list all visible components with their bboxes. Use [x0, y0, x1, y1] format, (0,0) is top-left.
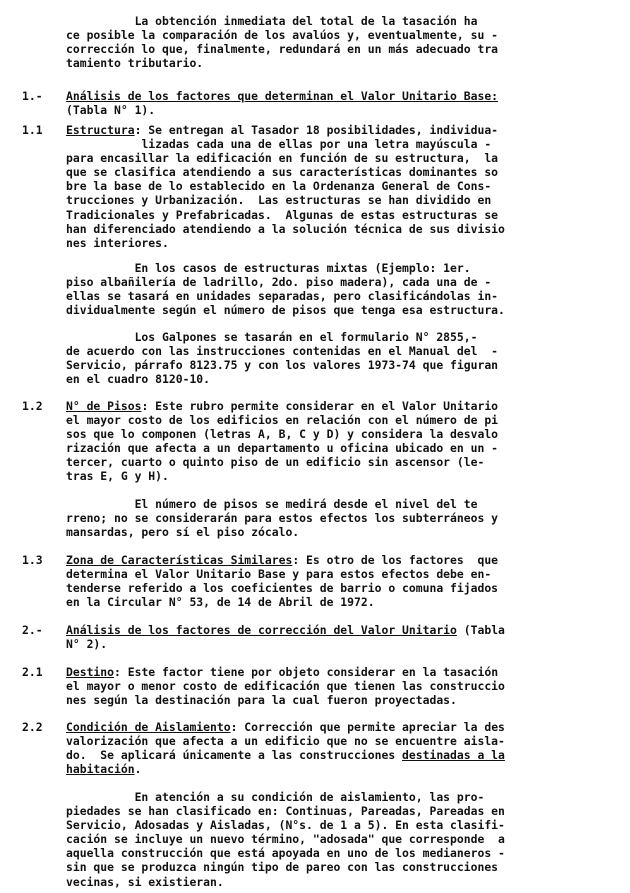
section-1-1-number: 1.1: [22, 123, 43, 137]
section-1-text: (Tabla N° 1).: [66, 103, 156, 118]
section-2-2-paragraph-2: En atención a su condición de aislamiento, las pro- piedades se han clasificado en: Continuas, Pareadas, Pareadas en Servicio, Adosadas y Aisladas, (N°s. de 1 a 5). En esta clasifi- cación se incluye un nuevo término, "adosada" que corresponde a aquella construcción que está apoyada en uno de los medianeros - sin que se produzca ningún tipo de pareo con las construcciones vecinas, si existieran.: [66, 790, 505, 889]
section-2-2-title: Condición de Aislamiento: [66, 720, 231, 734]
section-2-2-underlined-phrase: destinadas a la habitación: [66, 748, 505, 777]
section-2-number: 2.-: [22, 623, 43, 637]
section-1-1-paragraph-3: Los Galpones se tasarán en el formulario N° 2855,- de acuerdo con las instrucciones contenidas en el Manual del - Servicio, párrafo 8123.75 y con los valores 1973-74 que figuran en el cuadro 8120-10.: [66, 330, 499, 387]
section-2-2-text: : Corrección que permite apreciar la des valorización que afecta a un edificio que no se encuentre aisla- do. Se aplicará únicamente a las construcciones: [66, 720, 505, 763]
section-2-1-number: 2.1: [22, 665, 43, 679]
section-2-1: [66, 665, 614, 707]
section-1-1-paragraph-2: En los casos de estructuras mixtas (Ejemplo: 1er. piso albañilería de ladrillo, 2do. piso madera), cada una de - ellas se tasará en unidades separadas, pero clasificándolas in- dividualmente según el número de pisos que tenga esa estructura.: [66, 261, 505, 318]
section-2-title: Análisis de los factores de corrección del Valor Unitario: [66, 623, 457, 637]
section-1-1-title: Estructura: [66, 123, 135, 137]
section-1-3-number: 1.3: [22, 553, 43, 567]
section-1-1: [66, 123, 614, 250]
section-1-3-title: Zona de Características Similares: [66, 553, 293, 567]
section-1-2-number: 1.2: [22, 399, 43, 413]
section-2-1-title: Destino: [66, 665, 115, 679]
section-2-2-tail: .: [134, 762, 142, 777]
section-2-text: (Tabla N° 2).: [66, 623, 505, 652]
section-1-2-title: N° de Pisos: [66, 399, 142, 413]
section-1-title: Análisis de los factores que determinan el Valor Unitario Base:: [66, 89, 499, 103]
intro-paragraph: La obtención inmediata del total de la tasación ha ce posible la comparación de los avalúos y, eventualmente, su - corrección lo que, finalmente, redundará en un más adecuado tra tamiento tributario.: [66, 14, 499, 71]
section-1-2-text: : Este rubro permite considerar en el Valor Unitario el mayor costo de los edificios en relación con el número de pi sos que lo componen (letras A, B, C y D) y considera la desvalo rización que afecta a un departamento u oficina ubicado en un - tercer, cuarto o quinto piso de un edificio sin ascensor (le- tras E, G y H).: [66, 399, 499, 484]
section-1-3: [66, 553, 614, 609]
section-1-number: 1.-: [22, 89, 43, 103]
section-1: [66, 89, 614, 117]
section-2-2-number: 2.2: [22, 720, 43, 734]
section-2-1-text: : Este factor tiene por objeto considerar en la tasación el mayor o menor costo de edificación que tienen las construccio nes según la destinación para la cual fueron proyectadas.: [66, 665, 505, 708]
section-2-2: [66, 720, 614, 776]
section-1-3-text: : Es otro de los factores que determina el Valor Unitario Base y para estos efectos debe en- tenderse referido a los coeficientes de barrio o comuna fijados en la Circular N° 53, de 14 de Abril de 1972.: [66, 553, 499, 610]
section-1-2: [66, 399, 614, 484]
section-1-2-paragraph-2: El número de pisos se medirá desde el nivel del te rreno; no se considerarán para estos efectos los subterráneos y mansardas, pero sí el piso zócalo.: [66, 497, 499, 540]
section-2: [66, 623, 614, 651]
section-1-1-text: : Se entregan al Tasador 18 posibilidades, individua- lizadas cada una de ellas por una letra mayúscula - para encasillar la edificación en función de su estructura, la que se clasifica atendiendo a sus características dominantes so bre la base de lo establecido en la Ordenanza General de Cons- trucciones y Urbanización. Las estructuras se han dividido en Tradicionales y Prefabricadas. Algunas de estas estructuras se han diferenciado atendiendo a la solución técnica de sus divisio nes interiores.: [66, 123, 505, 250]
